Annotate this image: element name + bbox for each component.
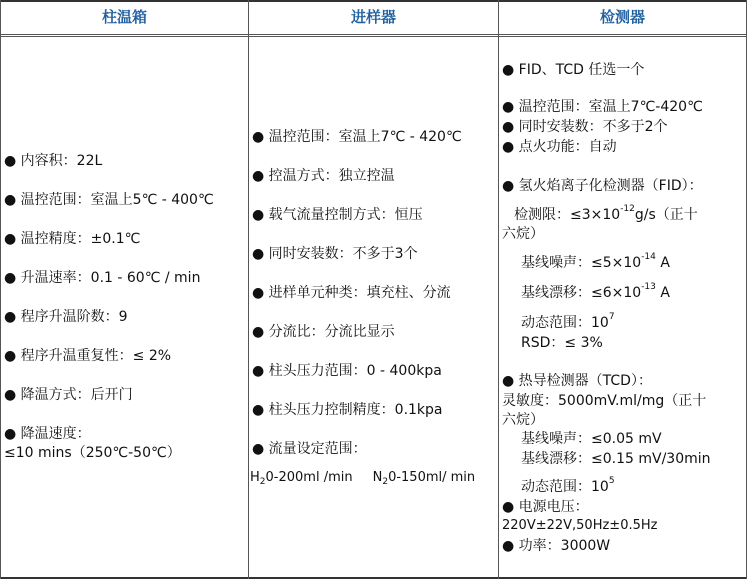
- oven-cooling-speed-label: ● 降温速度：: [4, 426, 91, 442]
- fid-drift-text: 基线漂移：≤6×10: [521, 285, 642, 301]
- tcd-sensitivity-cont: 六烷）: [502, 412, 544, 428]
- fid-noise-text: 基线噪声：≤5×10: [521, 255, 642, 271]
- col-divider-1: [248, 0, 249, 579]
- oven-heating-rate: ● 升温速率：0.1 - 60℃ / min: [4, 270, 201, 286]
- col-divider-2: [498, 0, 499, 579]
- header-detector: 检测器: [499, 1, 746, 37]
- fid-noise-exponent: -14: [641, 252, 656, 262]
- col-divider-left: [0, 0, 1, 579]
- injector-pressure-precision: ● 柱头压力控制精度：0.1kpa: [252, 402, 443, 418]
- tcd-baseline-drift: 基线漂移：≤0.15 mV/30min: [521, 451, 711, 467]
- detector-type: ● FID、TCD 任选一个: [502, 62, 645, 78]
- injector-unit-types: ● 进样单元种类：填充柱、分流: [252, 285, 451, 301]
- oven-cooling-speed-value: ≤10 mins（250℃-50℃）: [4, 445, 181, 461]
- injector-flow-range-label: ● 流量设定范围：: [252, 441, 367, 457]
- fid-detection-limit: [514, 206, 698, 224]
- detector-install-count: ● 同时安装数：不多于2个: [502, 119, 668, 135]
- injector-temp-control: ● 控温方式：独立控温: [252, 168, 395, 184]
- header-injector: 进样器: [249, 1, 498, 37]
- oven-volume: ● 内容积：22L: [4, 153, 103, 169]
- fid-rsd: RSD：≤ 3%: [521, 335, 603, 351]
- fid-baseline-noise: [521, 254, 670, 272]
- header-column-oven: 柱温箱: [1, 1, 248, 37]
- tcd-range-exponent: 5: [608, 476, 615, 486]
- oven-program-repeatability: ● 程序升温重复性：≤ 2%: [4, 348, 172, 364]
- tcd-range-text: 动态范围：10: [521, 479, 609, 495]
- injector-install-count: ● 同时安装数：不多于3个: [252, 246, 418, 262]
- fid-noise-unit: A: [655, 255, 670, 271]
- power-voltage-title: ● 电源电压：: [502, 499, 589, 515]
- oven-program-steps: ● 程序升温阶数：9: [4, 309, 128, 325]
- h2-range: 0-200ml /min: [265, 470, 353, 485]
- injector-pressure-range: ● 柱头压力范围：0 - 400kpa: [252, 363, 442, 379]
- fid-limit-cont: 六烷）: [502, 226, 544, 242]
- tcd-sensitivity: 灵敏度：5000mV.ml/mg（正十: [502, 393, 707, 409]
- n2-subscript: 2: [382, 477, 389, 487]
- fid-drift-unit: A: [655, 285, 670, 301]
- fid-range-exponent: 7: [608, 312, 615, 322]
- injector-flow-control: ● 载气流量控制方式：恒压: [252, 207, 423, 223]
- oven-temp-precision: ● 温控精度：±0.1℃: [4, 231, 141, 247]
- power-voltage-value: 220V±22V,50Hz±0.5Hz: [502, 518, 658, 533]
- fid-baseline-drift: [521, 284, 670, 302]
- fid-limit-unit: g/s（正十: [634, 207, 698, 223]
- injector-split-ratio: ● 分流比：分流比显示: [252, 324, 395, 340]
- fid-range-text: 动态范围：10: [521, 315, 609, 331]
- tcd-dynamic-range: [521, 478, 615, 496]
- detector-ignition: ● 点火功能：自动: [502, 139, 617, 155]
- detector-temp-range: ● 温控范围：室温上7℃-420℃: [502, 99, 703, 115]
- tcd-title: ● 热导检测器（TCD）：: [502, 373, 652, 389]
- h2-subscript: 2: [259, 477, 266, 487]
- fid-limit-exponent: -12: [620, 204, 635, 214]
- oven-temp-range: ● 温控范围：室温上5℃ - 400℃: [4, 192, 214, 208]
- power-wattage: ● 功率：3000W: [502, 538, 611, 554]
- injector-temp-range: ● 温控范围：室温上7℃ - 420℃: [252, 129, 462, 145]
- tcd-baseline-noise: 基线噪声：≤0.05 mV: [521, 431, 662, 447]
- fid-drift-exponent: -13: [641, 282, 656, 292]
- oven-cooling-method: ● 降温方式：后开门: [4, 387, 133, 403]
- fid-limit-text: 检测限：≤3×10: [514, 207, 621, 223]
- n2-range: 0-150ml/ min: [388, 470, 476, 485]
- fid-dynamic-range: [521, 314, 615, 332]
- h2-symbol: H: [250, 470, 260, 485]
- fid-title: ● 氢火焰离子化检测器（FID）：: [502, 178, 703, 194]
- n2-symbol: N: [372, 470, 383, 485]
- injector-flow-range-values: [250, 469, 475, 487]
